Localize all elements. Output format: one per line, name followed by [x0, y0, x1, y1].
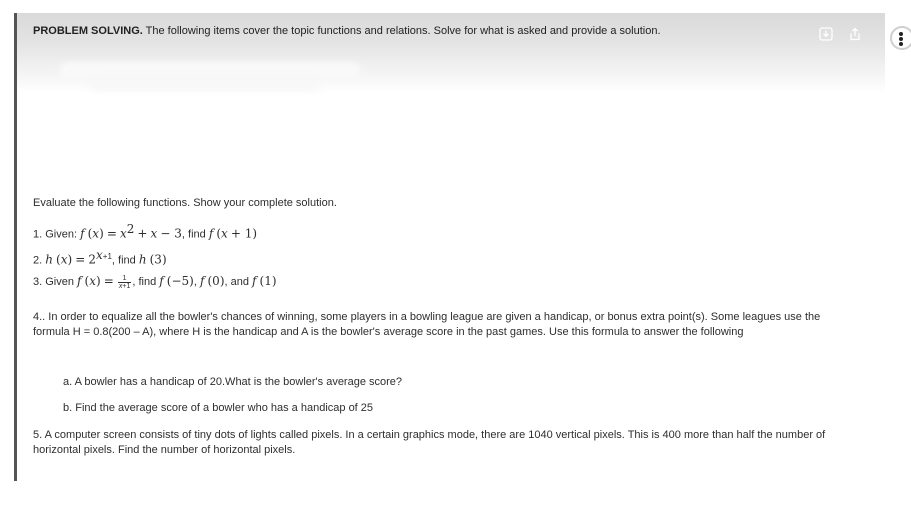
q2-prefix: 2.: [33, 254, 46, 267]
instructions: Evaluate the following functions. Show your complete solution.: [33, 197, 337, 209]
question-2: 2. h $(x) = 2^{x+1}$, find h (3): [33, 248, 167, 267]
q3-prefix: 3. Given: [33, 276, 78, 288]
problem-header: [33, 25, 661, 37]
q1-mid: , find: [181, 228, 209, 241]
fraction: $\frac{1}{x+1}$: [118, 274, 131, 290]
question-4: 4.. In order to equalize all the bowler's chances of winning, some players in a bowling league are given a handicap, or bonus extra point(s). Some leagues use the formula H = 0.8(200 – A), where H is the handicap and A is the bowler's average score in the past games. Use this formula to answer the following: [33, 311, 821, 338]
download-box-icon[interactable]: [819, 27, 833, 41]
q3-mid: , find: [132, 276, 160, 288]
more-vertical-icon[interactable]: [890, 26, 911, 50]
q2-mid: , find: [111, 254, 139, 267]
q3-and: , and: [224, 276, 253, 288]
share-icon[interactable]: [848, 27, 862, 41]
header-title-rest: The following items cover the topic functions and relations. Solve for what is asked and provide a solution.: [142, 25, 661, 37]
question-5: 5. A computer screen consists of tiny dots of lights called pixels. In a certain graphics mode, there are 1040 vertical pixels. This is 400 more than half the number of horizontal pixels. Find the number of horizontal pixels.: [33, 429, 826, 456]
redacted-blur: [90, 80, 320, 90]
q1-prefix: 1. Given:: [33, 228, 81, 241]
question-4b: b. Find the average score of a bowler who has a handicap of 25: [63, 402, 374, 414]
header-title-bold: PROBLEM SOLVING.: [33, 25, 143, 37]
question-1: 1. Given: f $(x) = x^2 + x - 3$, find f (x + 1): [33, 222, 258, 241]
redacted-blur: [60, 62, 360, 78]
q3-sep: ,: [193, 276, 200, 288]
question-4a: a. A bowler has a handicap of 20.What is the bowler's average score?: [63, 376, 403, 388]
question-3: 3. Given f (x) = $\frac{1}{x+1}$ , find f (−5), f (0), and f (1): [33, 274, 277, 290]
